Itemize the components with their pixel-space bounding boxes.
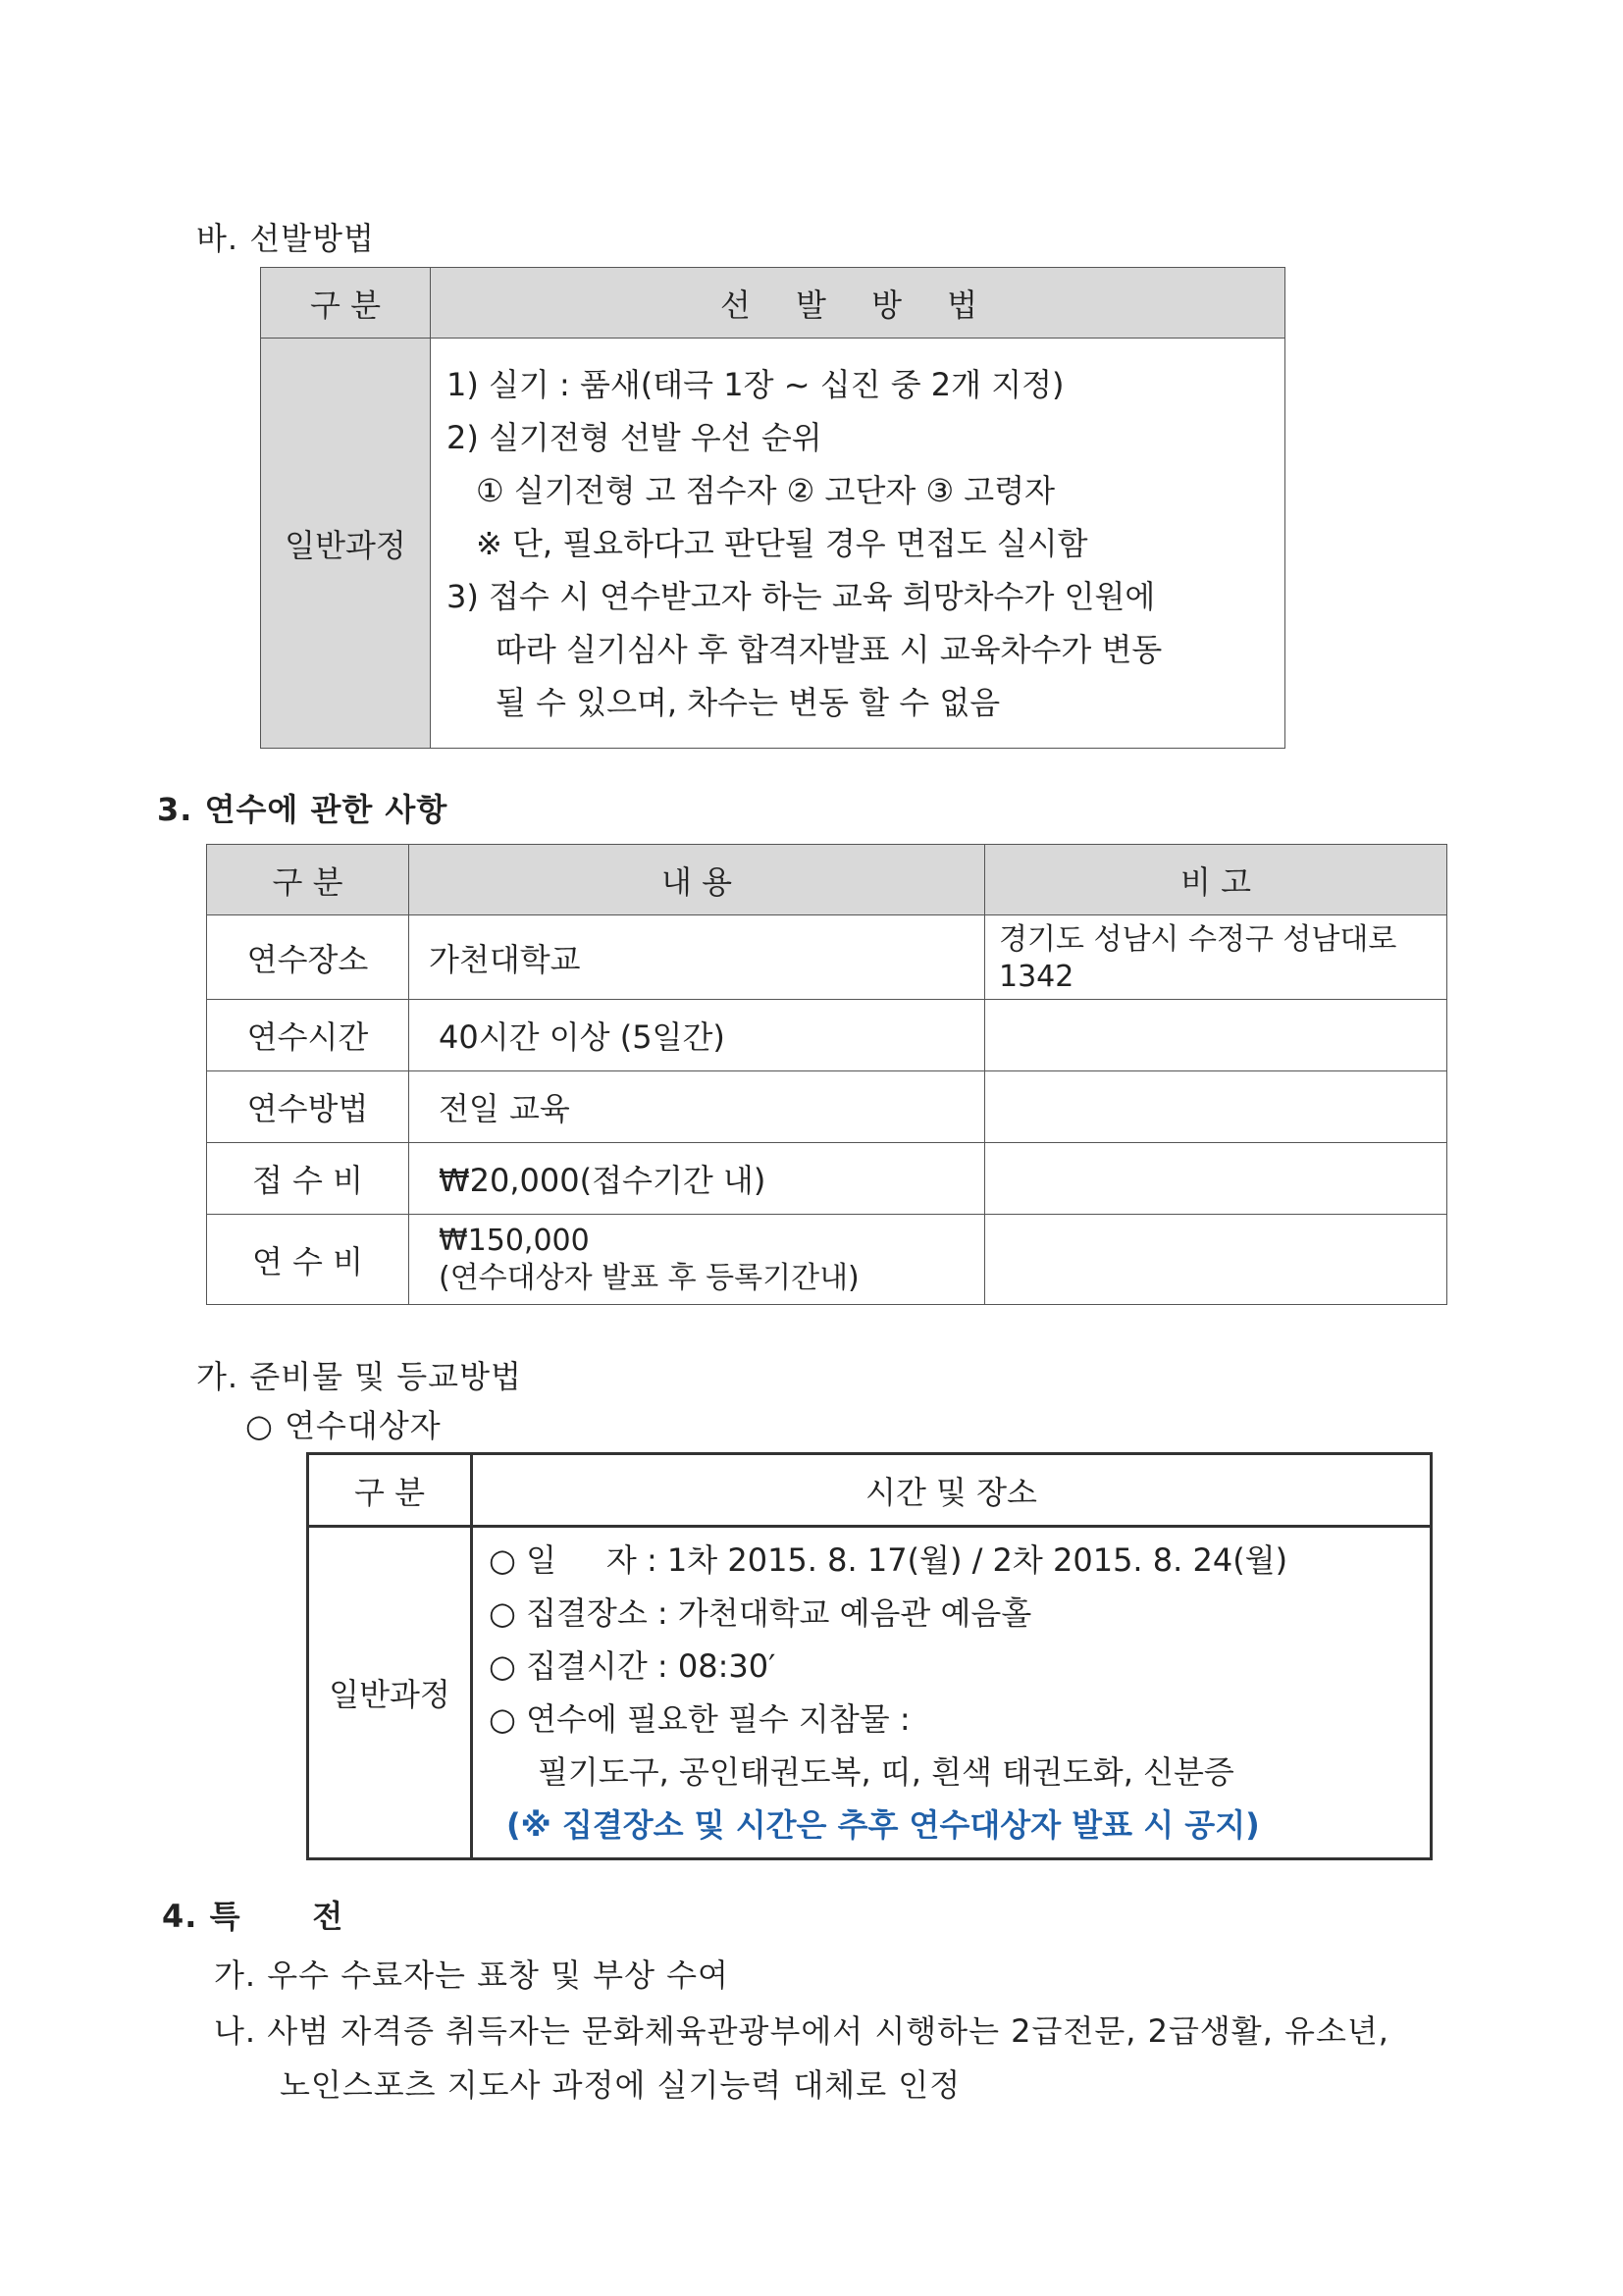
row-note xyxy=(985,915,1447,1000)
header-category: 구 분 xyxy=(261,268,431,339)
note-line: 경기도 성남시 수정구 성남대로 xyxy=(999,922,1397,957)
content-line: ₩150,000 xyxy=(439,1223,590,1258)
content-line: (연수대상자 발표 후 등록기간내) xyxy=(439,1260,860,1295)
row-label: 연 수 비 xyxy=(207,1215,409,1305)
row-label: 연수시간 xyxy=(207,1000,409,1071)
note-line: 1342 xyxy=(999,960,1074,994)
header-category: 구 분 xyxy=(207,845,409,915)
method-line: 1) 실기 : 품새(태극 1장 ~ 십진 중 2개 지정) xyxy=(446,365,1065,403)
row-note xyxy=(985,1143,1447,1215)
schedule-table xyxy=(306,1452,1433,1860)
header-time-place: 시간 및 장소 xyxy=(472,1454,1432,1527)
row-content: 가천대학교 xyxy=(409,915,985,1000)
benefit-item-ga: 가. 우수 수료자는 표창 및 부상 수여 xyxy=(214,1957,729,1994)
row-label-general: 일반과정 xyxy=(261,339,431,749)
row-content xyxy=(409,1215,985,1305)
method-line: ① 실기전형 고 점수자 ② 고단자 ③ 고령자 xyxy=(476,471,1056,509)
subheading-trainees: ○ 연수대상자 xyxy=(245,1407,442,1444)
method-line: 따라 실기심사 후 합격자발표 시 교육차수가 변동 xyxy=(496,630,1163,668)
section-heading-4: 4. 특 전 xyxy=(162,1898,344,1935)
benefit-item-na-cont: 노인스포츠 지도사 과정에 실기능력 대체로 인정 xyxy=(280,2066,962,2104)
selection-method-content xyxy=(431,339,1285,749)
header-selection-method: 선 발 방 법 xyxy=(431,268,1285,339)
header-content: 내 용 xyxy=(409,845,985,915)
schedule-line: ○ 일 자 : 1차 2015. 8. 17(월) / 2차 2015. 8. 24(월) xyxy=(489,1541,1288,1579)
section-heading-ba: 바. 선발방법 xyxy=(196,220,375,257)
training-info-table xyxy=(206,844,1447,1305)
method-line: ※ 단, 필요하다고 판단될 경우 면접도 실시함 xyxy=(476,524,1088,562)
schedule-line: 필기도구, 공인태권도복, 띠, 흰색 태권도화, 신분증 xyxy=(538,1753,1234,1791)
schedule-line: ○ 집결장소 : 가천대학교 예음관 예음홀 xyxy=(489,1594,1032,1632)
row-label-general: 일반과정 xyxy=(308,1527,472,1859)
benefit-item-na: 나. 사범 자격증 취득자는 문화체육관광부에서 시행하는 2급전문, 2급생활, 유소년, xyxy=(214,2012,1389,2050)
method-line: 될 수 있으며, 차수는 변동 할 수 없음 xyxy=(496,683,1001,721)
row-note xyxy=(985,1215,1447,1305)
row-note xyxy=(985,1000,1447,1071)
schedule-notice: (※ 집결장소 및 시간은 추후 연수대상자 발표 시 공지) xyxy=(506,1806,1260,1844)
schedule-content xyxy=(472,1527,1432,1859)
row-note xyxy=(985,1071,1447,1143)
header-note: 비 고 xyxy=(985,845,1447,915)
schedule-line: ○ 연수에 필요한 필수 지참물 : xyxy=(489,1700,911,1738)
row-content: ₩20,000(접수기간 내) xyxy=(409,1143,985,1215)
method-line: 2) 실기전형 선발 우선 순위 xyxy=(446,418,822,456)
schedule-line: ○ 집결시간 : 08:30′ xyxy=(489,1647,776,1685)
section-heading-3: 3. 연수에 관한 사항 xyxy=(157,791,448,828)
section-heading-ga: 가. 준비물 및 등교방법 xyxy=(196,1358,522,1395)
method-line: 3) 접수 시 연수받고자 하는 교육 희망차수가 인원에 xyxy=(446,577,1156,615)
header-category: 구 분 xyxy=(308,1454,472,1527)
row-label: 연수장소 xyxy=(207,915,409,1000)
row-label: 연수방법 xyxy=(207,1071,409,1143)
selection-method-table xyxy=(260,267,1285,749)
row-content: 전일 교육 xyxy=(409,1071,985,1143)
row-content: 40시간 이상 (5일간) xyxy=(409,1000,985,1071)
row-label: 접 수 비 xyxy=(207,1143,409,1215)
